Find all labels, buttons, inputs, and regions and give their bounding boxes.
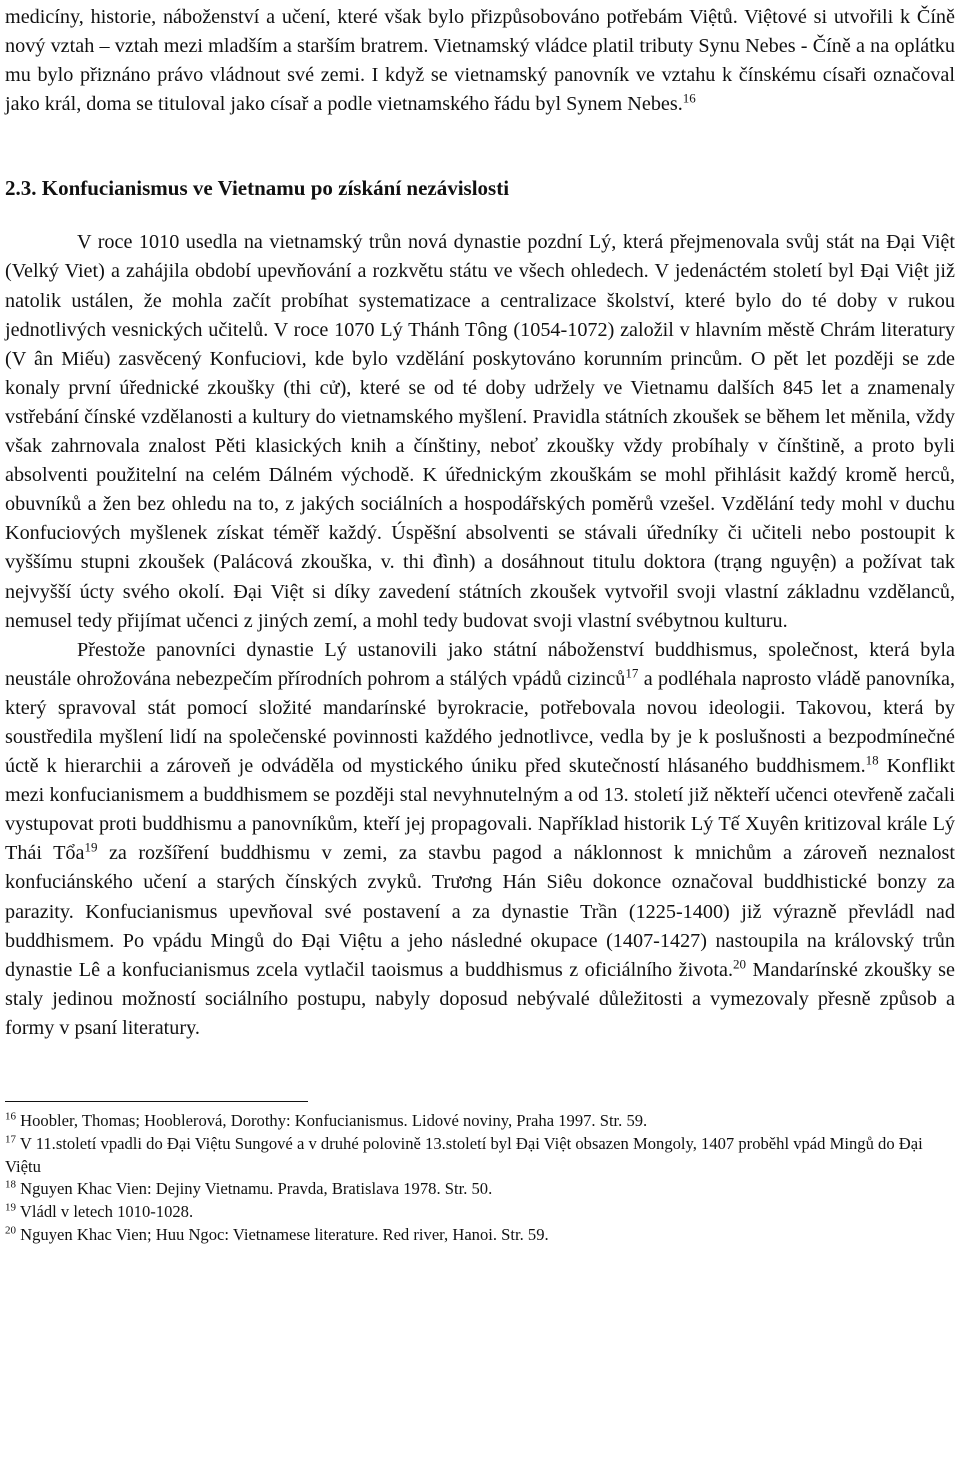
paragraph-2-part-a: Přestože panovníci dynastie Lý ustanovili jako státní náboženství buddhismus, společnost, která byla neustále ohrožována nebezpečím přírodních pohrom a stálých vpádů cizinců (5, 638, 955, 690)
footnote-number: 16 (5, 1110, 16, 1123)
footnote-ref-18[interactable]: 18 (865, 752, 879, 768)
footnote-19 (5, 1201, 955, 1224)
paragraph-2 (5, 636, 955, 1043)
footnote-18 (5, 1178, 955, 1201)
section-heading: 2.3. Konfucianismus ve Vietnamu po získání nezávislosti (5, 176, 510, 201)
top-paragraph-text: medicíny, historie, náboženství a učení, které však bylo přizpůsobováno potřebám Việtů. Việtové si utvořili k Číně nový vztah – vztah mezi mladším a starším bratrem. Vietnamský vládce platil tributy Synu Nebes - Číně a na oplátku mu bylo přiznáno právo vládnout své zemi. I když se vietnamský panovník ve vztahu k čínskému císaři označoval jako král, doma se tituloval jako císař a podle vietnamského řádu byl Synem Nebes. (5, 6, 955, 116)
footnote-separator (5, 1101, 308, 1102)
paragraph-2-part-e: Mandarínské zkoušky se staly jedinou možností sociálního postupu, nabyly doposud nebývalé důležitosti a vymezovaly přesně způsob a formy v psaní literatury. (5, 958, 956, 1039)
top-paragraph (5, 3, 955, 119)
footnote-16 (5, 1110, 955, 1133)
footnote-number: 18 (5, 1178, 16, 1191)
paragraph-1: V roce 1010 usedla na vietnamský trůn nová dynastie pozdní Lý, která přejmenovala svůj stát na Đại Việt (Velký Viet) a zahájila období upevňování a rozkvětu státu ve všech ohledech. V jedenáctém století byl Đại Việt již natolik ustálen, že mohla začít probíhat systematizace a centralizace školství, které bylo do té doby v rukou jednotlivých vesnických učitelů. V roce 1070 Lý Thánh Tông (1054-1072) založil v hlavním městě Chrám literatury (V ân Miếu) zasvěcený Konfuciovi, kde bylo vzdělání poskytováno korunním princům. O pět let později se zde konaly první úřednické zkoušky (thi cử), které se od té doby udržely ve Vietnamu dalších 845 let a znamenaly vstřebání čínské vzdělanosti a kultury do vietnamského myšlení. Pravidla státních zkoušek se během let měnila, vždy však zahrnovala znalost Pěti klasických knih a čínštiny, neboť zkoušky vždy probíhaly v čínštině, a proto byli absolventi použitelní na celém Dálném východě. K úřednickým zkouškám se mohl přihlásit každý kromě herců, obuvníků a žen bez ohledu na to, z jakých sociálních a hospodářských poměrů vzešel. Vzdělání tedy mohl v duchu Konfuciových myšlenek získat téměř každý. Úspěšní absolventi se stávali úředníky či učiteli nebo postoupit k vyššímu stupni zkoušek (Palácová zkouška, v. thi đình) a dosáhnout titulu doktora (trạng nguyện) a požívat tak nejvyšší úcty svého okolí. Đại Việt si díky zavedení státních zkoušek vytvořil svoji vlastní základnu vzdělanců, nemusel tedy přijímat učenci z jiných zemí, a mohl tedy budovat svoji vlastní svébytnou kulturu. (5, 231, 955, 632)
footnote-17 (5, 1133, 955, 1179)
footnote-ref-17[interactable]: 17 (625, 665, 639, 681)
document-page (0, 3, 960, 1471)
footnote-number: 17 (5, 1133, 16, 1146)
footnote-text: Vládl v letech 1010-1028. (19, 1202, 194, 1222)
footnote-number: 19 (5, 1201, 16, 1214)
paragraph-2-part-d: za rozšíření buddhismu v zemi, za stavbu pagod a náklonnost k mnichům a zároveň neznalost konfuciánského učení a starých čínských zvyků. Trương Hán Siêu dokonce označoval buddhistické bonzy za parazity. Konfucianismus upevňoval své postavení a za dynastie Trần (1225-1400) již výrazně převládl nad buddhismem. Po vpádu Mingů do Đại Việtu a jeho následné okupace (1407-1427) nastoupila na královský trůn dynastie Lê a konfucianismus zcela vytlačil taoismus a buddhismus z oficiálního života. (5, 842, 955, 981)
footnote-text: V 11.století vpadli do Đại Việtu Sungové a v druhé polovině 13.století byl Đại Việt obsazen Mongoly, 1407 proběhl vpád Mingů do Đại Việtu (5, 1133, 923, 1176)
footnote-ref-20[interactable]: 20 (733, 955, 746, 971)
footnote-ref-19[interactable]: 19 (84, 839, 98, 855)
footnote-text: Hoobler, Thomas; Hooblerová, Dorothy: Konfucianismus. Lidové noviny, Praha 1997. Str. 59. (20, 1111, 648, 1130)
footnote-text: Nguyen Khac Vien; Huu Ngoc: Vietnamese literature. Red river, Hanoi. Str. 59. (20, 1224, 549, 1244)
footnote-ref-16[interactable]: 16 (682, 90, 696, 106)
footnote-number: 20 (5, 1224, 16, 1237)
paragraph-2-part-b: a podléhala naprosto vládě panovníka, který spravoval stát pomocí složité mandarínské byrokracie, potřebovala novou ideologii. Takovou, která by soustředila myšlení lidí na společenské povinnosti každého jednotlivce, vedla by je k poslušnosti a bezpodmínečné úctě k hierarchii a zároveň je odváděla od mystického úniku před skutečností hlásaného buddhismem. (5, 667, 955, 778)
footnotes (5, 1110, 955, 1247)
footnote-text: Nguyen Khac Vien: Dejiny Vietnamu. Pravda, Bratislava 1978. Str. 50. (20, 1179, 493, 1199)
footnote-20 (5, 1224, 955, 1247)
paragraph-2-part-c: Konflikt mezi konfucianismem a buddhismem se později stal nevyhnutelným a od 13. století již někteří učenci otevřeně začali vystupovat proti buddhismu a panovníkům, kteří jej propagovali. Například historik Lý Tế Xuyên kritizoval krále Lý Thái Tổa (5, 755, 955, 865)
